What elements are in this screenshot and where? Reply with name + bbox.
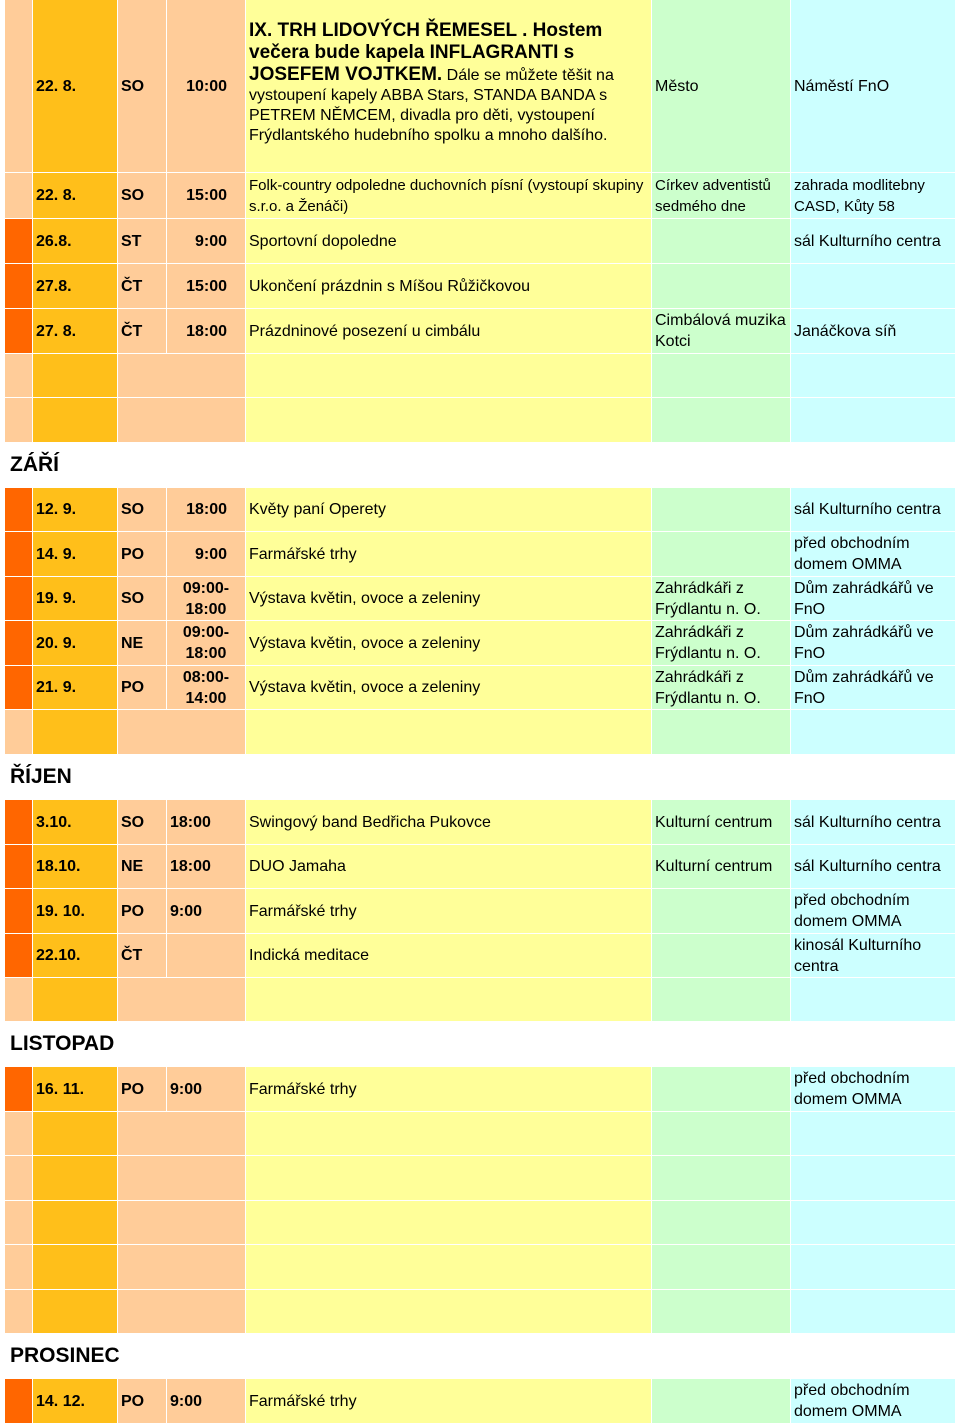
event-time-text: 08:00-14:00 xyxy=(182,668,230,707)
row-marker xyxy=(5,488,33,532)
empty-organizer-cell xyxy=(652,1112,791,1156)
event-name-text: Výstava květin, ovoce a zeleniny xyxy=(249,590,481,607)
event-name-details: Dále se můžete těšit na vystoupení kapely ABBA Stars, STANDA BANDA s PETREM NĚMCEM, divadla pro děti, vystoupení Frýdlantského hudebního spolku a mnoho dalšího. xyxy=(249,67,614,144)
event-date-text: 16. 11. xyxy=(36,1080,85,1098)
event-name xyxy=(246,889,652,934)
event-name-text: Farmářské trhy xyxy=(249,1080,357,1098)
event-weekday xyxy=(118,264,167,309)
event-weekday-text: SO xyxy=(121,77,145,95)
row-marker xyxy=(5,173,33,219)
event-weekday xyxy=(118,666,167,710)
event-organizer xyxy=(652,845,791,889)
event-venue xyxy=(791,0,956,173)
row-marker xyxy=(5,309,33,354)
event-date-text: 21. 9. xyxy=(36,679,77,696)
empty-organizer-cell xyxy=(652,398,791,443)
event-name-text: Výstava květin, ovoce a zeleniny xyxy=(249,679,481,696)
empty-organizer-cell xyxy=(652,1245,791,1290)
event-organizer xyxy=(652,532,791,577)
event-weekday-text: NE xyxy=(121,634,144,652)
event-date-text: 3.10. xyxy=(36,813,72,831)
event-venue xyxy=(791,621,956,666)
event-organizer-text: Kulturní centrum xyxy=(655,858,773,875)
event-weekday xyxy=(118,577,167,621)
event-organizer xyxy=(652,264,791,309)
event-date xyxy=(33,889,118,934)
event-name-text: Ukončení prázdnin s Míšou Růžičkovou xyxy=(249,277,531,295)
event-time xyxy=(167,532,246,577)
event-weekday xyxy=(118,934,167,978)
event-weekday-text: ČT xyxy=(121,322,143,340)
event-time xyxy=(167,173,246,219)
event-name xyxy=(246,532,652,577)
event-organizer-text: Zahrádkáři z Frýdlantu n. O. xyxy=(655,624,761,662)
event-weekday-text: PO xyxy=(121,902,145,920)
event-organizer xyxy=(652,577,791,621)
row-marker xyxy=(5,621,33,666)
event-date xyxy=(33,1067,118,1112)
empty-organizer-cell xyxy=(652,1290,791,1334)
event-name-text: DUO Jamaha xyxy=(249,858,346,875)
event-date xyxy=(33,264,118,309)
empty-time-cell xyxy=(118,398,246,443)
event-weekday xyxy=(118,309,167,354)
event-date-text: 19. 10. xyxy=(36,902,85,920)
event-organizer xyxy=(652,173,791,219)
event-weekday xyxy=(118,532,167,577)
event-venue-text: před obchodním domem OMMA xyxy=(794,535,910,573)
event-venue xyxy=(791,845,956,889)
event-weekday-text: SO xyxy=(121,813,145,831)
event-venue xyxy=(791,889,956,934)
event-date xyxy=(33,934,118,978)
event-date xyxy=(33,800,118,845)
event-time xyxy=(167,845,246,889)
event-name-text: Sportovní dopoledne xyxy=(249,232,397,250)
event-date xyxy=(33,532,118,577)
event-weekday xyxy=(118,845,167,889)
event-venue-text: Janáčkova síň xyxy=(794,322,897,340)
empty-venue-cell xyxy=(791,1112,956,1156)
event-date-text: 19. 9. xyxy=(36,590,77,607)
event-weekday-text: PO xyxy=(121,679,145,696)
event-date xyxy=(33,219,118,264)
event-organizer-text: Zahrádkáři z Frýdlantu n. O. xyxy=(655,668,761,707)
empty-event-cell xyxy=(246,1201,652,1245)
event-time-text: 15:00 xyxy=(186,277,227,295)
event-organizer xyxy=(652,1067,791,1112)
event-organizer xyxy=(652,666,791,710)
event-venue-text: sál Kulturního centra xyxy=(794,232,941,250)
event-date-text: 14. 9. xyxy=(36,545,77,563)
event-name xyxy=(246,800,652,845)
empty-date-cell xyxy=(33,1290,118,1334)
empty-time-cell xyxy=(118,1156,246,1201)
empty-venue-cell xyxy=(791,1290,956,1334)
row-marker xyxy=(5,1112,33,1156)
row-marker xyxy=(5,354,33,398)
empty-date-cell xyxy=(33,1112,118,1156)
event-organizer xyxy=(652,309,791,354)
event-name xyxy=(246,1067,652,1112)
event-venue xyxy=(791,666,956,710)
row-marker xyxy=(5,800,33,845)
event-venue-text: Dům zahrádkářů ve FnO xyxy=(794,668,934,707)
event-name xyxy=(246,488,652,532)
empty-date-cell xyxy=(33,710,118,755)
event-venue xyxy=(791,219,956,264)
event-time-text: 18:00 xyxy=(186,501,227,518)
empty-venue-cell xyxy=(791,978,956,1022)
row-marker xyxy=(5,934,33,978)
event-name-text: Výstava květin, ovoce a zeleniny xyxy=(249,634,481,652)
event-name-text: Farmářské trhy xyxy=(249,1392,357,1410)
empty-date-cell xyxy=(33,1156,118,1201)
event-weekday-text: PO xyxy=(121,1392,145,1410)
event-organizer xyxy=(652,621,791,666)
event-date xyxy=(33,309,118,354)
event-weekday-text: SO xyxy=(121,501,145,518)
event-name xyxy=(246,577,652,621)
event-date xyxy=(33,0,118,173)
event-venue-text: před obchodním domem OMMA xyxy=(794,892,910,930)
event-time xyxy=(167,934,246,978)
row-marker xyxy=(5,1067,33,1112)
event-name xyxy=(246,621,652,666)
event-time-text: 9:00 xyxy=(170,1392,203,1410)
event-name xyxy=(246,0,652,173)
row-marker xyxy=(5,666,33,710)
empty-time-cell xyxy=(118,1201,246,1245)
event-date-text: 20. 9. xyxy=(36,634,77,652)
empty-organizer-cell xyxy=(652,978,791,1022)
event-time xyxy=(167,1067,246,1112)
empty-organizer-cell xyxy=(652,1201,791,1245)
row-marker xyxy=(5,889,33,934)
event-time-text: 09:00-18:00 xyxy=(182,624,230,662)
event-weekday xyxy=(118,219,167,264)
empty-event-cell xyxy=(246,1290,652,1334)
event-time xyxy=(167,309,246,354)
empty-event-cell xyxy=(246,710,652,755)
event-venue-text: před obchodním domem OMMA xyxy=(794,1070,910,1108)
event-venue-text: Dům zahrádkářů ve FnO xyxy=(794,624,934,662)
row-marker xyxy=(5,978,33,1022)
month-title: PROSINEC xyxy=(10,1344,120,1367)
event-date-text: 27.8. xyxy=(36,277,72,295)
event-organizer xyxy=(652,0,791,173)
event-weekday-text: PO xyxy=(121,545,145,563)
event-date-text: 14. 12. xyxy=(36,1392,85,1410)
event-name xyxy=(246,219,652,264)
event-weekday-text: ST xyxy=(121,232,142,250)
event-venue xyxy=(791,800,956,845)
event-venue xyxy=(791,1379,956,1424)
empty-date-cell xyxy=(33,1201,118,1245)
event-venue-text: Dům zahrádkářů ve FnO xyxy=(794,579,934,618)
event-weekday xyxy=(118,621,167,666)
event-date xyxy=(33,621,118,666)
event-name xyxy=(246,666,652,710)
event-name-text: Farmářské trhy xyxy=(249,902,357,920)
event-weekday-text: ČT xyxy=(121,277,143,295)
event-time xyxy=(167,889,246,934)
event-weekday xyxy=(118,889,167,934)
event-time-text: 18:00 xyxy=(170,858,211,875)
event-name xyxy=(246,845,652,889)
month-title: LISTOPAD xyxy=(10,1032,115,1055)
row-marker xyxy=(5,1379,33,1424)
event-venue-text: kinosál Kulturního centra xyxy=(794,936,922,975)
event-date-text: 22.10. xyxy=(36,947,81,964)
empty-date-cell xyxy=(33,978,118,1022)
event-time xyxy=(167,219,246,264)
event-date-text: 27. 8. xyxy=(36,322,77,340)
empty-event-cell xyxy=(246,978,652,1022)
event-time-text: 15:00 xyxy=(186,187,227,204)
event-venue xyxy=(791,309,956,354)
event-venue xyxy=(791,934,956,978)
empty-date-cell xyxy=(33,398,118,443)
event-venue xyxy=(791,532,956,577)
event-date xyxy=(33,845,118,889)
event-date xyxy=(33,1379,118,1424)
event-weekday-text: PO xyxy=(121,1080,145,1098)
row-marker xyxy=(5,398,33,443)
row-marker xyxy=(5,0,33,173)
row-marker xyxy=(5,1201,33,1245)
month-title: ŘÍJEN xyxy=(10,765,72,788)
event-date-text: 12. 9. xyxy=(36,501,77,518)
event-organizer xyxy=(652,219,791,264)
event-time xyxy=(167,488,246,532)
empty-organizer-cell xyxy=(652,354,791,398)
event-organizer-text: Církev adventistů sedmého dne xyxy=(655,176,771,215)
event-time xyxy=(167,577,246,621)
event-date-text: 26.8. xyxy=(36,232,72,250)
event-organizer xyxy=(652,800,791,845)
empty-event-cell xyxy=(246,398,652,443)
event-organizer xyxy=(652,1379,791,1424)
empty-date-cell xyxy=(33,354,118,398)
event-time-text: 18:00 xyxy=(186,322,227,340)
row-marker xyxy=(5,219,33,264)
event-venue-text: zahrada modlitebny CASD, Kůty 58 xyxy=(794,176,925,215)
event-weekday-text: ČT xyxy=(121,947,143,964)
event-date xyxy=(33,488,118,532)
event-organizer xyxy=(652,889,791,934)
event-organizer xyxy=(652,488,791,532)
event-date-text: 18.10. xyxy=(36,858,81,875)
event-time-text: 9:00 xyxy=(194,545,227,563)
event-venue xyxy=(791,1067,956,1112)
empty-venue-cell xyxy=(791,1245,956,1290)
event-date xyxy=(33,577,118,621)
event-time-text: 9:00 xyxy=(170,1080,203,1098)
event-venue-text: sál Kulturního centra xyxy=(794,813,941,831)
row-marker xyxy=(5,1156,33,1201)
event-time xyxy=(167,1379,246,1424)
event-name xyxy=(246,173,652,219)
event-weekday xyxy=(118,488,167,532)
event-name-text: Prázdninové posezení u cimbálu xyxy=(249,322,481,340)
event-date xyxy=(33,666,118,710)
empty-organizer-cell xyxy=(652,710,791,755)
row-marker xyxy=(5,532,33,577)
empty-event-cell xyxy=(246,1112,652,1156)
event-name xyxy=(246,934,652,978)
row-marker xyxy=(5,264,33,309)
event-weekday xyxy=(118,0,167,173)
event-weekday xyxy=(118,1067,167,1112)
event-name xyxy=(246,1379,652,1424)
event-venue xyxy=(791,577,956,621)
event-time xyxy=(167,666,246,710)
event-date xyxy=(33,173,118,219)
event-time xyxy=(167,800,246,845)
event-time-text: 9:00 xyxy=(170,902,203,920)
event-name-text: Indická meditace xyxy=(249,947,370,964)
event-organizer-text: Kulturní centrum xyxy=(655,813,773,831)
event-venue-text: sál Kulturního centra xyxy=(794,501,941,518)
month-title: ZÁŘÍ xyxy=(10,453,59,476)
row-marker xyxy=(5,845,33,889)
event-organizer xyxy=(652,934,791,978)
empty-time-cell xyxy=(118,1290,246,1334)
event-venue xyxy=(791,488,956,532)
empty-venue-cell xyxy=(791,1201,956,1245)
empty-time-cell xyxy=(118,354,246,398)
empty-event-cell xyxy=(246,354,652,398)
event-time xyxy=(167,0,246,173)
event-weekday xyxy=(118,173,167,219)
event-weekday-text: SO xyxy=(121,187,145,204)
event-time-text: 9:00 xyxy=(194,232,227,250)
event-name-text: Folk-country odpoledne duchovních písní (vystoupí skupiny s.r.o. a Ženáči) xyxy=(249,176,644,215)
event-name xyxy=(246,309,652,354)
event-name-headline: IX. TRH LIDOVÝCH ŘEMESEL . Hostem večera bude kapela INFLAGRANTI s JOSEFEM VOJTKEM. xyxy=(249,20,603,85)
event-weekday-text: SO xyxy=(121,590,145,607)
event-time xyxy=(167,621,246,666)
row-marker xyxy=(5,1290,33,1334)
event-organizer-text: Město xyxy=(655,77,699,95)
event-name-text: Květy paní Operety xyxy=(249,501,386,518)
empty-event-cell xyxy=(246,1156,652,1201)
row-marker xyxy=(5,710,33,755)
event-time xyxy=(167,264,246,309)
event-organizer-text: Cimbálová muzika Kotci xyxy=(655,312,786,350)
row-marker xyxy=(5,1245,33,1290)
empty-time-cell xyxy=(118,710,246,755)
empty-time-cell xyxy=(118,1112,246,1156)
event-venue xyxy=(791,173,956,219)
row-marker xyxy=(5,577,33,621)
event-weekday xyxy=(118,800,167,845)
empty-event-cell xyxy=(246,1245,652,1290)
event-weekday-text: NE xyxy=(121,858,144,875)
empty-time-cell xyxy=(118,978,246,1022)
empty-venue-cell xyxy=(791,398,956,443)
event-time-text: 09:00-18:00 xyxy=(182,579,230,618)
event-name xyxy=(246,264,652,309)
event-name-text: Swingový band Bedřicha Pukovce xyxy=(249,813,491,831)
empty-time-cell xyxy=(118,1245,246,1290)
empty-organizer-cell xyxy=(652,1156,791,1201)
event-venue-text: před obchodním domem OMMA xyxy=(794,1382,910,1420)
event-date-text: 22. 8. xyxy=(36,187,77,204)
event-organizer-text: Zahrádkáři z Frýdlantu n. O. xyxy=(655,579,761,618)
event-venue-text: sál Kulturního centra xyxy=(794,858,941,875)
empty-venue-cell xyxy=(791,710,956,755)
event-weekday xyxy=(118,1379,167,1424)
event-time-text: 10:00 xyxy=(186,77,227,95)
event-date-text: 22. 8. xyxy=(36,77,77,95)
event-venue xyxy=(791,264,956,309)
event-name-text: Farmářské trhy xyxy=(249,545,357,563)
event-venue-text: Náměstí FnO xyxy=(794,77,890,95)
empty-date-cell xyxy=(33,1245,118,1290)
event-time-text: 18:00 xyxy=(170,813,211,831)
empty-venue-cell xyxy=(791,1156,956,1201)
empty-venue-cell xyxy=(791,354,956,398)
